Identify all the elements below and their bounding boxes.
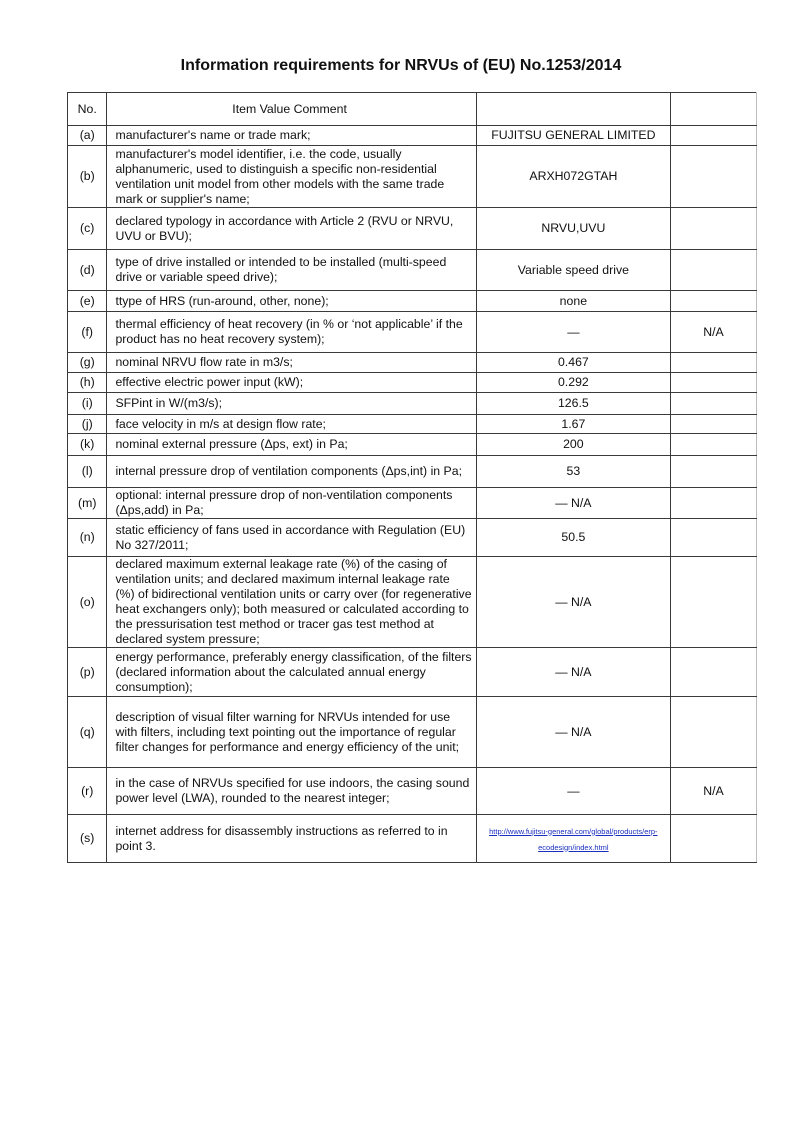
table-row	[68, 415, 757, 434]
table-row	[68, 519, 757, 557]
row-value: Variable speed drive	[476, 250, 670, 291]
row-item-description: declared typology in accordance with Article 2 (RVU or NRVU, UVU or BVU);	[107, 208, 476, 250]
row-number: (e)	[68, 291, 107, 312]
row-value: — N/A	[476, 648, 670, 697]
table-row	[68, 250, 757, 291]
header-item: Item Value Comment	[107, 93, 476, 126]
row-item-description: SFPint in W/(m3/s);	[107, 393, 476, 415]
table-row	[68, 434, 757, 456]
row-value: ARXH072GTAH	[476, 146, 670, 208]
table-row	[68, 697, 757, 768]
row-value: —	[476, 768, 670, 815]
row-item-description: declared maximum external leakage rate (%) of the casing of ventilation units; and declared maximum internal leakage rate (%) of bidirectional ventilation units or carry over (for regenerative heat exchangers only); both measured or calculated according to the pressurisation test method or tracer gas test method at declared system pressure;	[107, 557, 476, 648]
row-item-description: type of drive installed or intended to be installed (multi-speed drive or variable speed drive);	[107, 250, 476, 291]
row-value: 126.5	[476, 393, 670, 415]
row-number: (s)	[68, 815, 107, 863]
table-row	[68, 815, 757, 863]
row-comment	[670, 353, 756, 373]
row-item-description: effective electric power input (kW);	[107, 373, 476, 393]
table-row	[68, 393, 757, 415]
table-row	[68, 456, 757, 488]
row-item-description: nominal external pressure (Δps, ext) in Pa;	[107, 434, 476, 456]
row-value: — N/A	[476, 697, 670, 768]
table-row	[68, 557, 757, 648]
row-number: (n)	[68, 519, 107, 557]
row-comment	[670, 373, 756, 393]
table-row	[68, 208, 757, 250]
row-comment	[670, 557, 756, 648]
row-item-description: optional: internal pressure drop of non-ventilation components (Δps,add) in Pa;	[107, 488, 476, 519]
row-value: FUJITSU GENERAL LIMITED	[476, 126, 670, 146]
nrvu-info-table	[67, 92, 757, 863]
row-item-description: in the case of NRVUs specified for use indoors, the casing sound power level (LWA), rounded to the nearest integer;	[107, 768, 476, 815]
row-value: none	[476, 291, 670, 312]
table-header-row	[68, 93, 757, 126]
row-item-description: internet address for disassembly instructions as referred to in point 3.	[107, 815, 476, 863]
row-value: — N/A	[476, 557, 670, 648]
row-value: 53	[476, 456, 670, 488]
row-value: 0.292	[476, 373, 670, 393]
row-value: 1.67	[476, 415, 670, 434]
table-row	[68, 768, 757, 815]
row-value	[476, 815, 670, 863]
row-item-description: internal pressure drop of ventilation components (Δps,int) in Pa;	[107, 456, 476, 488]
row-comment: N/A	[670, 768, 756, 815]
row-value: NRVU,UVU	[476, 208, 670, 250]
row-number: (c)	[68, 208, 107, 250]
table-row	[68, 291, 757, 312]
table-row	[68, 353, 757, 373]
row-value: — N/A	[476, 488, 670, 519]
table-row	[68, 373, 757, 393]
table-row	[68, 146, 757, 208]
row-value: 50.5	[476, 519, 670, 557]
row-comment	[670, 393, 756, 415]
row-number: (q)	[68, 697, 107, 768]
row-comment	[670, 250, 756, 291]
row-number: (p)	[68, 648, 107, 697]
row-number: (r)	[68, 768, 107, 815]
row-number: (g)	[68, 353, 107, 373]
row-comment	[670, 126, 756, 146]
row-value: 200	[476, 434, 670, 456]
row-comment	[670, 434, 756, 456]
header-value	[476, 93, 670, 126]
row-item-description: nominal NRVU flow rate in m3/s;	[107, 353, 476, 373]
row-number: (d)	[68, 250, 107, 291]
row-comment	[670, 208, 756, 250]
row-comment	[670, 146, 756, 208]
row-number: (i)	[68, 393, 107, 415]
row-item-description: manufacturer's model identifier, i.e. the code, usually alphanumeric, used to distinguish a specific non-residential ventilation unit model from other models with the same trade mark or supplier's name;	[107, 146, 476, 208]
row-number: (j)	[68, 415, 107, 434]
row-item-description: ttype of HRS (run-around, other, none);	[107, 291, 476, 312]
table-row	[68, 126, 757, 146]
row-number: (l)	[68, 456, 107, 488]
row-comment	[670, 648, 756, 697]
header-no: No.	[68, 93, 107, 126]
row-number: (b)	[68, 146, 107, 208]
row-comment	[670, 519, 756, 557]
row-number: (o)	[68, 557, 107, 648]
disassembly-instructions-link[interactable]: http://www.fujitsu-general.com/global/products/erp-ecodesign/index.html	[489, 826, 658, 852]
row-number: (a)	[68, 126, 107, 146]
row-item-description: description of visual filter warning for NRVUs intended for use with filters, including text pointing out the importance of regular filter changes for performance and energy efficiency of the unit;	[107, 697, 476, 768]
header-comment	[670, 93, 756, 126]
table-row	[68, 648, 757, 697]
row-number: (m)	[68, 488, 107, 519]
row-value: —	[476, 312, 670, 353]
row-number: (h)	[68, 373, 107, 393]
row-value: 0.467	[476, 353, 670, 373]
table-row	[68, 312, 757, 353]
row-item-description: manufacturer's name or trade mark;	[107, 126, 476, 146]
row-comment	[670, 815, 756, 863]
row-comment	[670, 456, 756, 488]
row-item-description: face velocity in m/s at design flow rate;	[107, 415, 476, 434]
row-comment	[670, 291, 756, 312]
row-item-description: energy performance, preferably energy classification, of the filters (declared information about the calculated annual energy consumption);	[107, 648, 476, 697]
row-item-description: static efficiency of fans used in accordance with Regulation (EU) No 327/2011;	[107, 519, 476, 557]
document-title: Information requirements for NRVUs of (EU) No.1253/2014	[180, 57, 622, 74]
row-number: (k)	[68, 434, 107, 456]
row-comment	[670, 415, 756, 434]
row-comment	[670, 697, 756, 768]
row-number: (f)	[68, 312, 107, 353]
table-row	[68, 488, 757, 519]
row-item-description: thermal efficiency of heat recovery (in % or ‘not applicable’ if the product has no heat recovery system);	[107, 312, 476, 353]
row-comment: N/A	[670, 312, 756, 353]
row-comment	[670, 488, 756, 519]
